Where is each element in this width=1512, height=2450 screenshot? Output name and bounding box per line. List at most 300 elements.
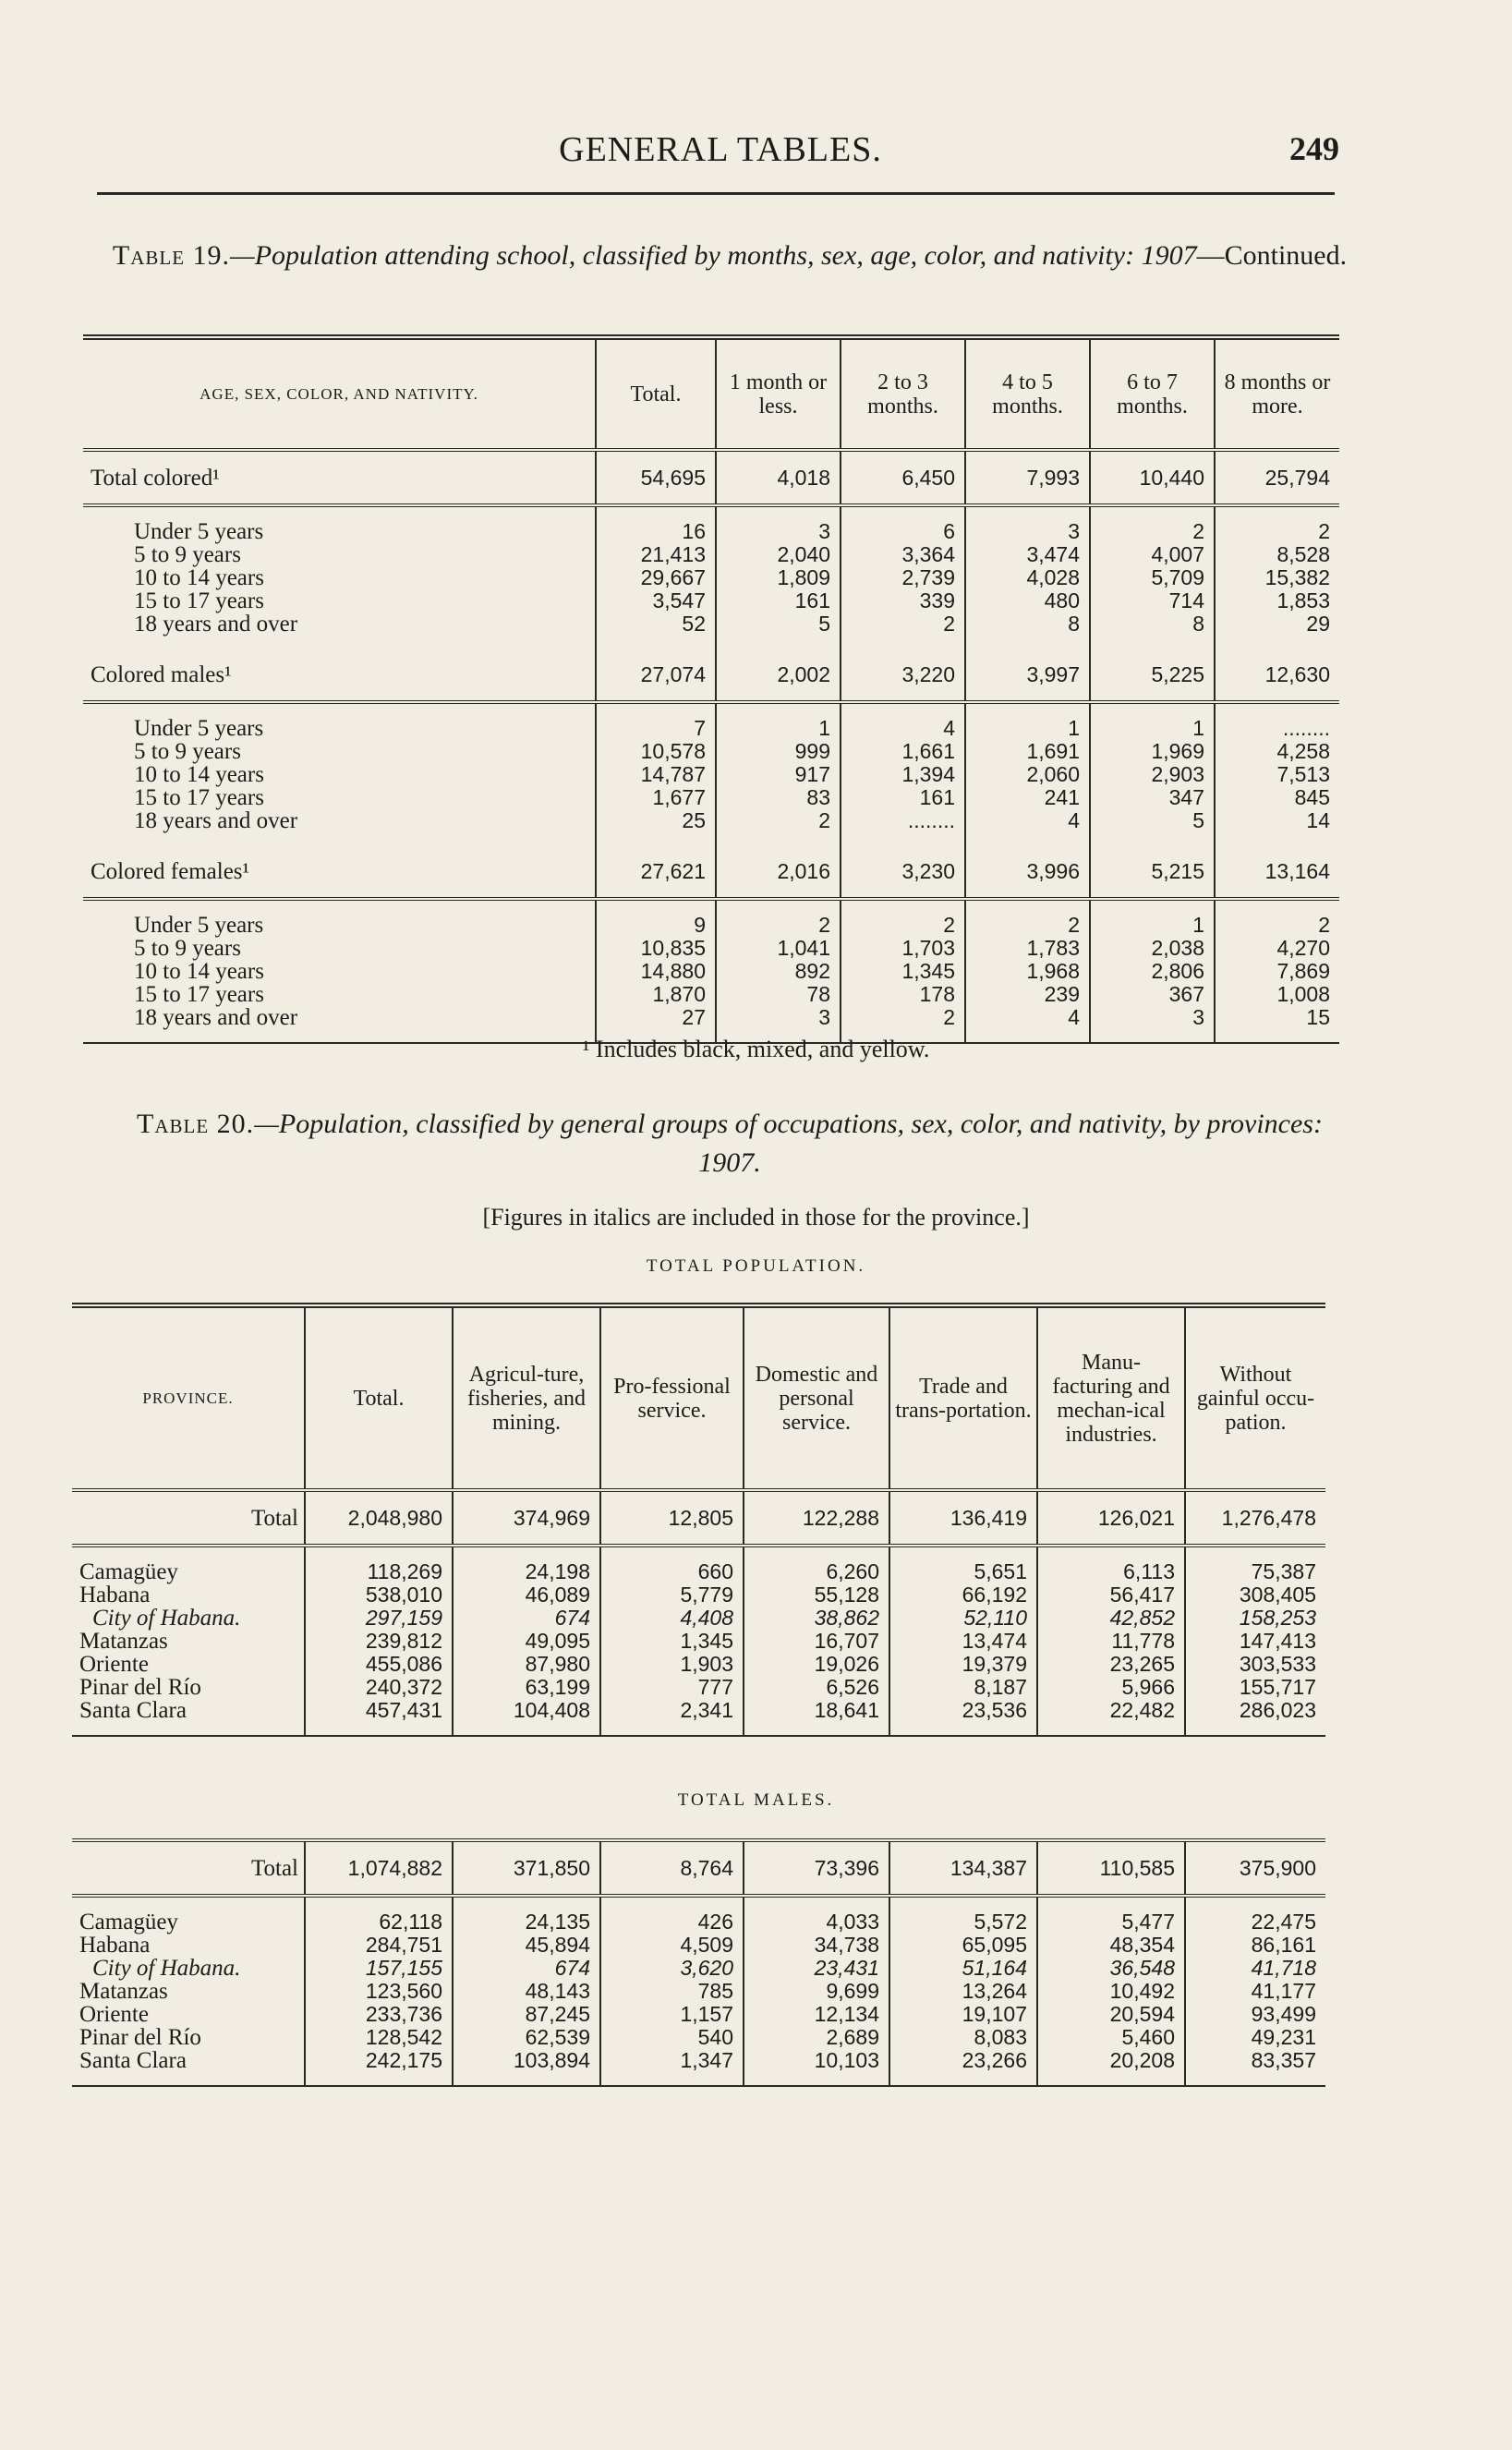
data-cell: 239,812 [305,1630,453,1653]
data-cell: 12,134 [744,2003,889,2026]
table20-label: Table 20. [137,1109,255,1139]
table19-col-header: 8 months or more. [1215,337,1339,450]
data-cell: 2,739 [841,566,965,589]
data-cell: 55,128 [744,1583,889,1607]
data-cell: 8,083 [889,2026,1037,2049]
data-cell: 2 [1215,914,1339,937]
row-label: Matanzas [79,1629,168,1654]
data-cell: 4 [965,1006,1090,1029]
table20-col-header: Trade and trans-portation. [889,1305,1037,1490]
age-row [83,983,1339,1006]
spacer-cell [716,899,841,914]
spacer-cell [83,702,596,717]
data-cell: 2,806 [1090,960,1215,983]
page-header [102,129,1339,176]
row-label: 10 to 14 years [134,959,264,984]
row-label: 15 to 17 years [134,982,264,1007]
spacer-cell [305,1896,453,1910]
data-cell: 123,560 [305,1980,453,2003]
spacer-cell [83,505,596,520]
data-cell: 3,997 [965,649,1090,702]
spacer-cell [716,636,841,649]
data-cell: 2,002 [716,649,841,702]
data-cell: 5 [1090,809,1215,832]
data-cell: 14 [1215,809,1339,832]
row-label: 15 to 17 years [134,785,264,810]
data-cell: 4 [841,717,965,740]
data-cell: 36,548 [1037,1957,1185,1980]
spacer-cell [596,899,716,914]
data-cell: 15 [1215,1006,1339,1029]
data-cell: 1,041 [716,937,841,960]
spacer-cell [596,832,716,845]
data-cell: 2,048,980 [305,1490,453,1546]
spacer-cell [1185,1546,1325,1560]
age-row [83,914,1339,937]
data-cell: 7,513 [1215,763,1339,786]
table19-col-header: 6 to 7 months. [1090,337,1215,450]
spacer-cell [600,1546,744,1560]
data-cell: 23,266 [889,2049,1037,2072]
data-cell: ........ [841,809,965,832]
table19-stub-header: AGE, SEX, COLOR, AND NATIVITY. [83,337,596,450]
data-cell: 4,258 [1215,740,1339,763]
data-cell: 8,528 [1215,543,1339,566]
data-cell: 540 [600,2026,744,2049]
spacer-row [83,636,1339,649]
spacer-cell [841,505,965,520]
table19-col-header: 1 month or less. [716,337,841,450]
row-label: 18 years and over [134,1005,298,1030]
data-cell: 18,641 [744,1699,889,1722]
spacer-cell [1185,1722,1325,1736]
data-cell: 1,276,478 [1185,1490,1325,1546]
data-cell: 1,008 [1215,983,1339,1006]
data-cell: 892 [716,960,841,983]
data-cell: 1,783 [965,937,1090,960]
data-cell: 49,231 [1185,2026,1325,2049]
data-cell: 63,199 [453,1676,600,1699]
table19 [83,334,1339,1044]
data-cell: 371,850 [453,1840,600,1896]
table19-header-row [83,337,1339,450]
table20-header-row [72,1305,1325,1490]
data-cell: 233,736 [305,2003,453,2026]
data-cell: 122,288 [744,1490,889,1546]
row-label: Colored females¹ [83,845,596,899]
data-cell: 3,364 [841,543,965,566]
table20-total-population [72,1303,1325,1737]
row-label: Camagüey [79,1559,178,1584]
data-cell: 86,161 [1185,1934,1325,1957]
data-cell: 104,408 [453,1699,600,1722]
table20-total-males [72,1838,1325,2087]
data-cell: 83,357 [1185,2049,1325,2072]
data-cell: 714 [1090,589,1215,612]
spacer-row [83,832,1339,845]
spacer-cell [1185,2072,1325,2086]
spacer-row [83,702,1339,717]
row-label: Under 5 years [134,519,264,544]
table20-caption [111,1105,1349,1183]
data-cell: 158,253 [1185,1607,1325,1630]
row-label: City of Habana. [92,1956,241,1981]
data-cell: 3 [716,1006,841,1029]
data-cell: 1 [716,717,841,740]
row-label: 18 years and over [134,612,298,637]
spacer-cell [716,702,841,717]
spacer-cell [453,2072,600,2086]
data-cell: 157,155 [305,1957,453,1980]
table20-stub-header: PROVINCE. [72,1305,305,1490]
row-label: Matanzas [79,1979,168,2004]
age-row [83,520,1339,543]
data-cell: 23,265 [1037,1653,1185,1676]
age-row [83,589,1339,612]
data-cell: 4,270 [1215,937,1339,960]
row-label: Habana [79,1583,151,1607]
data-cell: 23,431 [744,1957,889,1980]
data-cell: 20,594 [1037,2003,1185,2026]
spacer-cell [744,1722,889,1736]
spacer-row [83,505,1339,520]
row-label: Santa Clara [79,2048,187,2073]
data-cell: 23,536 [889,1699,1037,1722]
data-cell: 7,869 [1215,960,1339,983]
province-row [72,2049,1325,2072]
data-cell: 3,996 [965,845,1090,899]
data-cell: 62,118 [305,1910,453,1934]
row-label: Oriente [79,1652,149,1677]
table19-caption [111,237,1349,275]
data-cell: 12,630 [1215,649,1339,702]
row-label: 18 years and over [134,808,298,833]
data-cell: 5,572 [889,1910,1037,1934]
data-cell: 10,103 [744,2049,889,2072]
data-cell: 54,695 [596,450,716,505]
data-cell: 1,157 [600,2003,744,2026]
row-label: 10 to 14 years [134,762,264,787]
spacer-cell [83,899,596,914]
spacer-row [72,2072,1325,2086]
data-cell: 14,880 [596,960,716,983]
row-label: Under 5 years [134,716,264,741]
data-cell: 5,215 [1090,845,1215,899]
spacer-cell [600,2072,744,2086]
data-cell: 1,677 [596,786,716,809]
province-row [72,1699,1325,1722]
spacer-cell [72,1546,305,1560]
data-cell: 785 [600,1980,744,2003]
spacer-cell [305,1722,453,1736]
spacer-cell [1215,636,1339,649]
data-cell: 1 [965,717,1090,740]
data-cell: 2,040 [716,543,841,566]
data-cell: 87,245 [453,2003,600,2026]
data-cell: 308,405 [1185,1583,1325,1607]
spacer-row [72,1896,1325,1910]
data-cell: 777 [600,1676,744,1699]
row-label: Pinar del Río [79,2025,201,2050]
spacer-cell [453,1546,600,1560]
spacer-cell [889,1722,1037,1736]
province-row [72,2003,1325,2026]
data-cell: 8 [965,612,1090,636]
table19-body [83,450,1339,1043]
data-cell: 2,689 [744,2026,889,2049]
data-cell: 1,394 [841,763,965,786]
spacer-cell [72,1722,305,1736]
row-label: Habana [79,1933,151,1958]
spacer-cell [1090,832,1215,845]
group-total-row [83,649,1339,702]
data-cell: 4,007 [1090,543,1215,566]
data-cell: 48,143 [453,1980,600,2003]
row-label: 15 to 17 years [134,588,264,613]
province-row [72,1910,1325,1934]
row-label: 5 to 9 years [134,739,241,764]
age-row [83,740,1339,763]
row-label: Camagüey [79,1910,178,1935]
data-cell: 3 [716,520,841,543]
age-row [83,960,1339,983]
data-cell: 19,107 [889,2003,1037,2026]
data-cell: 6,113 [1037,1560,1185,1583]
data-cell: 367 [1090,983,1215,1006]
spacer-cell [744,1896,889,1910]
age-row [83,763,1339,786]
data-cell: 7 [596,717,716,740]
data-cell: 2,038 [1090,937,1215,960]
data-cell: 12,805 [600,1490,744,1546]
spacer-cell [1037,2072,1185,2086]
province-row [72,1653,1325,1676]
data-cell: 16 [596,520,716,543]
data-cell: 3 [965,520,1090,543]
data-cell: 2 [1215,520,1339,543]
province-row [72,1676,1325,1699]
data-cell: 5,709 [1090,566,1215,589]
data-cell: 3,230 [841,845,965,899]
data-cell: 1 [1090,717,1215,740]
province-row [72,1630,1325,1653]
data-cell: 347 [1090,786,1215,809]
data-cell: 161 [841,786,965,809]
spacer-cell [716,505,841,520]
data-cell: 1,870 [596,983,716,1006]
data-cell: 16,707 [744,1630,889,1653]
data-cell: 45,894 [453,1934,600,1957]
data-cell: 126,021 [1037,1490,1185,1546]
data-cell: 29 [1215,612,1339,636]
data-cell: 128,542 [305,2026,453,2049]
data-cell: 51,164 [889,1957,1037,1980]
spacer-row [83,899,1339,914]
row-label: Total colored¹ [83,450,596,505]
spacer-cell [841,702,965,717]
data-cell: 1 [1090,914,1215,937]
age-row [83,786,1339,809]
data-cell: 25,794 [1215,450,1339,505]
table19-title: —Population attending school, classified by months, sex, age, color, and nativity: 1907 [230,240,1197,271]
data-cell: ........ [1215,717,1339,740]
section-title-total-population: TOTAL POPULATION. [646,1256,866,1276]
province-row [72,2026,1325,2049]
data-cell: 66,192 [889,1583,1037,1607]
spacer-cell [1185,1896,1325,1910]
data-cell: 999 [716,740,841,763]
data-cell: 4 [965,809,1090,832]
data-cell: 4,509 [600,1934,744,1957]
data-cell: 22,475 [1185,1910,1325,1934]
data-cell: 11,778 [1037,1630,1185,1653]
spacer-cell [596,702,716,717]
data-cell: 239 [965,983,1090,1006]
section-total-row [72,1840,1325,1896]
age-row [83,717,1339,740]
data-cell: 46,089 [453,1583,600,1607]
data-cell: 13,164 [1215,845,1339,899]
table20-col-header: Total. [305,1305,453,1490]
spacer-cell [1037,1546,1185,1560]
spacer-cell [716,832,841,845]
data-cell: 2 [716,914,841,937]
data-cell: 103,894 [453,2049,600,2072]
table20-body-total-population [72,1490,1325,1736]
data-cell: 5,651 [889,1560,1037,1583]
data-cell: 5,225 [1090,649,1215,702]
data-cell: 3,547 [596,589,716,612]
province-row [72,1934,1325,1957]
data-cell: 241 [965,786,1090,809]
spacer-cell [305,1546,453,1560]
data-cell: 161 [716,589,841,612]
data-cell: 24,198 [453,1560,600,1583]
table19-col-header: Total. [596,337,716,450]
data-cell: 1,691 [965,740,1090,763]
data-cell: 147,413 [1185,1630,1325,1653]
row-label: City of Habana. [92,1606,241,1631]
data-cell: 56,417 [1037,1583,1185,1607]
row-label: Oriente [79,2002,149,2027]
province-row [72,1957,1325,1980]
spacer-cell [72,2072,305,2086]
data-cell: 480 [965,589,1090,612]
data-cell: 155,717 [1185,1676,1325,1699]
data-cell: 41,177 [1185,1980,1325,2003]
data-cell: 284,751 [305,1934,453,1957]
data-cell: 5,460 [1037,2026,1185,2049]
data-cell: 457,431 [305,1699,453,1722]
data-cell: 1,903 [600,1653,744,1676]
data-cell: 65,095 [889,1934,1037,1957]
data-cell: 1,661 [841,740,965,763]
spacer-cell [1090,899,1215,914]
age-row [83,612,1339,636]
spacer-cell [596,636,716,649]
data-cell: 10,492 [1037,1980,1185,2003]
spacer-cell [1037,1722,1185,1736]
province-row [72,1607,1325,1630]
spacer-cell [305,2072,453,2086]
data-cell: 2 [965,914,1090,937]
data-cell: 1,074,882 [305,1840,453,1896]
spacer-cell [1215,899,1339,914]
data-cell: 10,578 [596,740,716,763]
spacer-cell [600,1722,744,1736]
table19-col-header: 4 to 5 months. [965,337,1090,450]
data-cell: 286,023 [1185,1699,1325,1722]
spacer-cell [1090,702,1215,717]
table19-col-header: 2 to 3 months. [841,337,965,450]
data-cell: 34,738 [744,1934,889,1957]
data-cell: 339 [841,589,965,612]
data-cell: 49,095 [453,1630,600,1653]
spacer-cell [889,2072,1037,2086]
data-cell: 1,968 [965,960,1090,983]
table20-title: —Population, classified by general groups of occupations, sex, color, and nativity, by provinces: 1907. [254,1109,1323,1178]
data-cell: 9 [596,914,716,937]
data-cell: 29,667 [596,566,716,589]
data-cell: 21,413 [596,543,716,566]
data-cell: 83 [716,786,841,809]
data-cell: 41,718 [1185,1957,1325,1980]
data-cell: 8,187 [889,1676,1037,1699]
data-cell: 27 [596,1006,716,1029]
section-title-total-males: TOTAL MALES. [677,1790,835,1810]
province-row [72,1980,1325,2003]
data-cell: 93,499 [1185,2003,1325,2026]
data-cell: 62,539 [453,2026,600,2049]
data-cell: 1,703 [841,937,965,960]
data-cell: 1,853 [1215,589,1339,612]
spacer-row [72,1722,1325,1736]
spacer-cell [744,1546,889,1560]
data-cell: 13,264 [889,1980,1037,2003]
data-cell: 4,408 [600,1607,744,1630]
row-label: Under 5 years [134,913,264,938]
data-cell: 78 [716,983,841,1006]
table19-label: Table 19. [112,240,231,271]
data-cell: 136,419 [889,1490,1037,1546]
row-label: Santa Clara [79,1698,187,1723]
table20-col-header: Manu-facturing and mechan-ical industries. [1037,1305,1185,1490]
data-cell: 374,969 [453,1490,600,1546]
spacer-cell [1215,832,1339,845]
group-total-row [83,845,1339,899]
age-row [83,937,1339,960]
data-cell: 674 [453,1607,600,1630]
data-cell: 5,477 [1037,1910,1185,1934]
row-label: Total [72,1490,305,1546]
row-label: Colored males¹ [83,649,596,702]
data-cell: 1,969 [1090,740,1215,763]
data-cell: 1,809 [716,566,841,589]
data-cell: 14,787 [596,763,716,786]
spacer-cell [841,636,965,649]
age-row [83,566,1339,589]
data-cell: 118,269 [305,1560,453,1583]
data-cell: 110,585 [1037,1840,1185,1896]
spacer-row [72,1546,1325,1560]
data-cell: 8 [1090,612,1215,636]
data-cell: 7,993 [965,450,1090,505]
data-cell: 917 [716,763,841,786]
data-cell: 240,372 [305,1676,453,1699]
province-row [72,1560,1325,1583]
data-cell: 375,900 [1185,1840,1325,1896]
data-cell: 660 [600,1560,744,1583]
